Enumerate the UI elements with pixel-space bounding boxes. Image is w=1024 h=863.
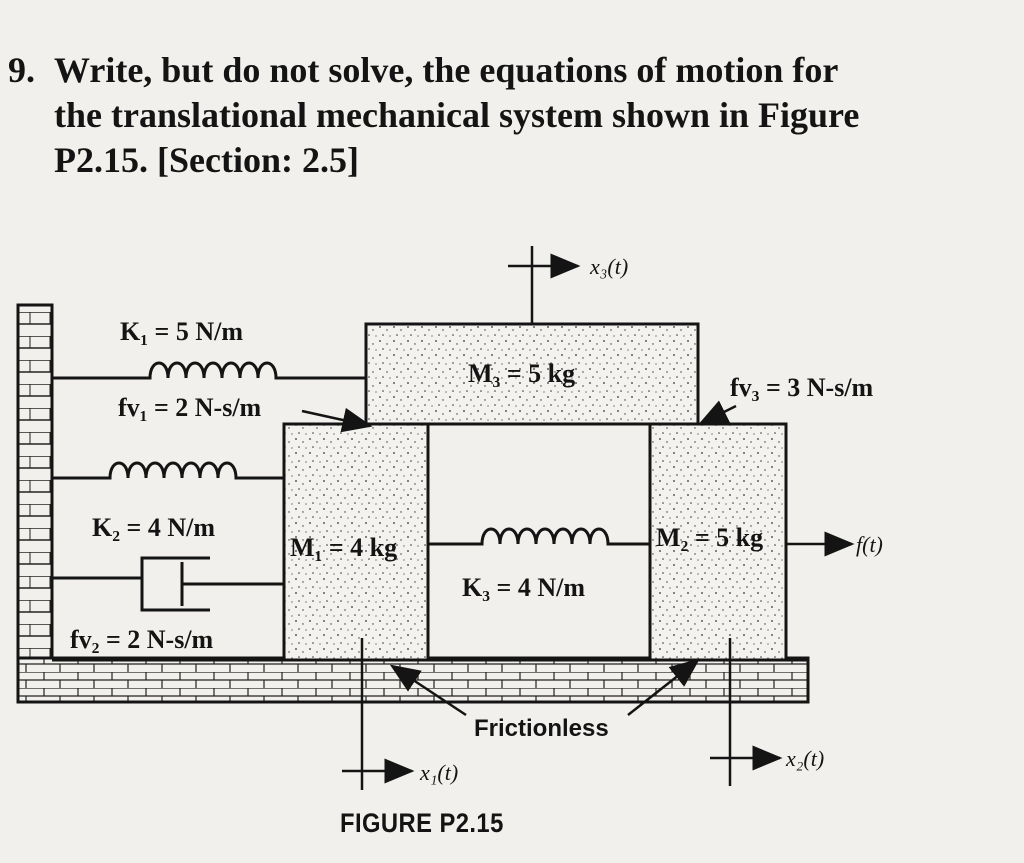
fixed-wall [18, 305, 52, 675]
damper-fv2 [52, 558, 284, 610]
label-m1: M₁ = 4 kg [290, 533, 398, 562]
figure-caption: FIGURE P2.15 [340, 808, 504, 838]
label-m2: M₂ = 5 kg [656, 523, 764, 552]
problem-line-3: P2.15. [Section: 2.5] [54, 140, 359, 180]
label-x3: x₃(t) [590, 254, 629, 279]
label-fv2: fv₂ = 2 N-s/m [70, 625, 214, 654]
label-m3: M₃ = 5 kg [468, 359, 576, 388]
problem-statement [8, 48, 998, 183]
label-x1: x₁(t) [420, 760, 459, 785]
label-fv1: fv₁ = 2 N-s/m [118, 393, 262, 422]
label-force: f(t) [856, 532, 883, 557]
spring-k2 [52, 463, 284, 478]
mechanical-system-diagram [0, 240, 1024, 800]
label-k1: K₁ = 5 N/m [120, 317, 243, 346]
problem-line-2: the translational mechanical system shown in Figure [54, 95, 860, 135]
problem-line-1: Write, but do not solve, the equations of motion for [54, 50, 839, 90]
label-fv3: fv₃ = 3 N-s/m [730, 373, 874, 402]
label-k3: K₃ = 4 N/m [462, 573, 585, 602]
spring-k3 [428, 529, 650, 544]
label-frictionless: Frictionless [474, 715, 609, 742]
spring-k1 [52, 363, 366, 378]
label-x2: x₂(t) [786, 746, 825, 771]
label-k2: K₂ = 4 N/m [92, 513, 215, 542]
problem-number: 9. [8, 50, 35, 90]
